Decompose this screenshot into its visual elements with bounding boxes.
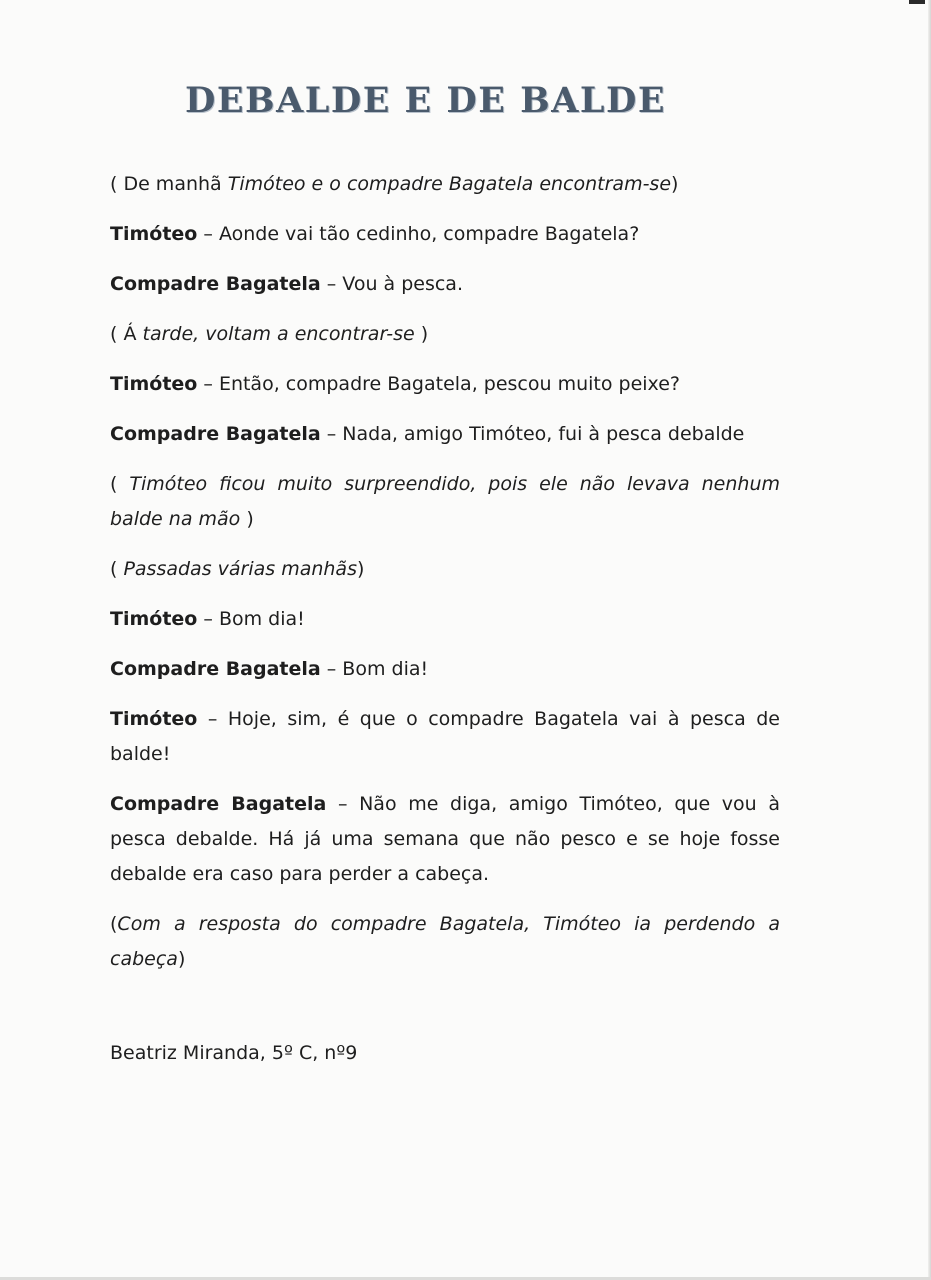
stage-direction — [110, 317, 780, 352]
document-title: DEBALDE E DE BALDE — [184, 80, 667, 121]
stage-close: ) — [414, 323, 429, 345]
dialogue-line — [110, 652, 780, 687]
stage-open: ( — [110, 558, 124, 580]
stage-close: ) — [671, 173, 679, 195]
dialogue-line — [110, 702, 780, 772]
dialogue-line — [110, 602, 780, 637]
stage-close: ) — [240, 508, 254, 530]
stage-open: ( Á — [110, 323, 143, 345]
speaker-name: Timóteo — [110, 373, 198, 395]
stage-text: Com a resposta do compadre Bagatela, Timóteo ia perdendo a cabeça — [110, 913, 780, 970]
speaker-name: Compadre Bagatela — [110, 423, 321, 445]
dialogue-line — [110, 217, 780, 252]
stage-text: Passadas várias manhãs — [123, 558, 357, 580]
stage-open: ( — [110, 913, 118, 935]
line-text: – Aonde vai tão cedinho, compadre Bagatela? — [197, 223, 640, 245]
line-text: – Bom dia! — [197, 608, 305, 630]
stage-text: tarde, voltam a encontrar-se — [142, 323, 415, 345]
stage-direction — [110, 167, 780, 202]
dialogue-line — [110, 417, 780, 452]
speaker-name: Compadre Bagatela — [110, 793, 327, 815]
dialogue-line — [110, 367, 780, 402]
stage-close: ) — [177, 948, 186, 970]
speaker-name: Compadre Bagatela — [110, 273, 321, 295]
stage-direction — [110, 467, 780, 537]
speaker-name: Timóteo — [110, 223, 198, 245]
speaker-name: Timóteo — [110, 608, 198, 630]
stage-open: ( — [110, 473, 130, 495]
line-text: – Nada, amigo Timóteo, fui à pesca debalde — [320, 423, 745, 445]
dialogue-body — [110, 167, 780, 992]
dialogue-line — [110, 787, 780, 892]
line-text: – Não me diga, amigo Timóteo, que vou à pesca debalde. Há já uma semana que não pesco e se hoje fosse debalde era caso para perder a cabeça. — [110, 793, 780, 885]
line-text: – Hoje, sim, é que o compadre Bagatela vai à pesca de balde! — [110, 708, 780, 765]
line-text: – Vou à pesca. — [320, 273, 463, 295]
stage-open: ( De manhã — [110, 173, 228, 195]
stage-close: ) — [356, 558, 365, 580]
stage-direction — [110, 552, 780, 587]
dialogue-line — [110, 267, 780, 302]
speaker-name: Compadre Bagatela — [110, 658, 321, 680]
speaker-name: Timóteo — [110, 708, 198, 730]
line-text: – Bom dia! — [320, 658, 429, 680]
stage-direction — [110, 907, 780, 977]
stage-text: Timóteo e o compadre Bagatela encontram-se — [227, 173, 672, 195]
line-text: – Então, compadre Bagatela, pescou muito peixe? — [197, 373, 680, 395]
stage-text: Timóteo ficou muito surpreendido, pois ele não levava nenhum balde na mão — [110, 473, 781, 530]
author-signature: Beatriz Miranda, 5º C, nº9 — [110, 1042, 358, 1064]
scan-mark — [909, 0, 925, 4]
